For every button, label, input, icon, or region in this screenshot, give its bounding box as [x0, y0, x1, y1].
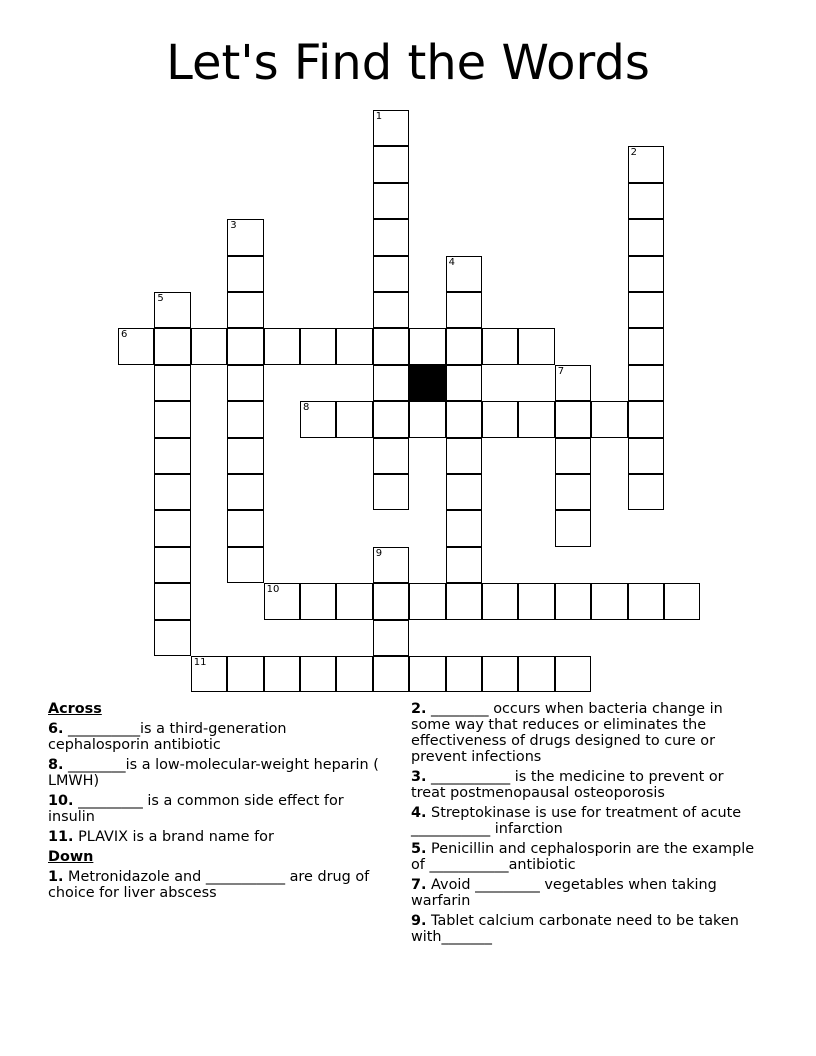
grid-cell[interactable] [191, 656, 227, 692]
grid-cell[interactable] [482, 583, 518, 619]
grid-cell[interactable] [591, 401, 627, 437]
grid-cell[interactable] [446, 510, 482, 546]
grid-cell[interactable] [555, 401, 591, 437]
grid-cell[interactable] [373, 365, 409, 401]
across-heading: Across [48, 701, 102, 717]
grid-cell[interactable] [336, 656, 372, 692]
grid-cell[interactable] [373, 328, 409, 364]
cell-number: 1 [375, 111, 383, 122]
grid-cell[interactable] [154, 438, 190, 474]
grid-cell[interactable] [227, 256, 263, 292]
clue-text: _________ is a common side effect for insulin [48, 793, 344, 825]
grid-cell[interactable] [227, 401, 263, 437]
cell-number: 11 [193, 657, 207, 668]
grid-cell[interactable] [154, 620, 190, 656]
grid-cell[interactable] [518, 656, 554, 692]
clue-text: __________is a third-generation cephalosporin antibiotic [48, 721, 287, 753]
grid-black-cell [409, 365, 445, 401]
grid-cell[interactable] [628, 183, 664, 219]
grid-cell[interactable] [518, 583, 554, 619]
grid-cell[interactable] [373, 183, 409, 219]
clue-item [48, 829, 388, 845]
grid-cell[interactable] [409, 328, 445, 364]
clue-text: ________is a low-molecular-weight heparin ( LMWH) [48, 757, 379, 789]
cell-number: 4 [448, 256, 455, 268]
clue-number: 9. [411, 913, 427, 929]
cell-number: 3 [230, 220, 237, 232]
grid-cell[interactable] [264, 656, 300, 692]
clue-item [411, 913, 761, 945]
grid-cell[interactable] [628, 292, 664, 328]
grid-cell[interactable] [628, 365, 664, 401]
grid-cell[interactable] [227, 547, 263, 583]
grid-cell[interactable] [154, 365, 190, 401]
clue-number: 6. [48, 721, 64, 737]
cell-number: 10 [266, 584, 280, 596]
clue-text: ___________ is the medicine to prevent or treat postmenopausal osteoporosis [411, 769, 724, 801]
grid-cell[interactable] [555, 474, 591, 510]
clue-text: Tablet calcium carbonate need to be taken with_______ [411, 913, 739, 945]
grid-cell[interactable] [154, 583, 190, 619]
grid-cell[interactable] [227, 438, 263, 474]
clue-item [48, 721, 388, 753]
grid-cell[interactable] [555, 365, 591, 401]
across-clue-list [48, 721, 388, 845]
grid-cell[interactable] [373, 474, 409, 510]
grid-cell[interactable] [628, 256, 664, 292]
grid-cell[interactable] [555, 438, 591, 474]
grid-cell[interactable] [482, 328, 518, 364]
grid-cell[interactable] [154, 292, 190, 328]
clue-item [48, 793, 388, 825]
clue-number: 3. [411, 769, 427, 785]
grid-cell[interactable] [482, 401, 518, 437]
grid-cell[interactable] [227, 474, 263, 510]
grid-cell[interactable] [227, 365, 263, 401]
cell-number: 8 [303, 402, 310, 414]
grid-cell[interactable] [409, 401, 445, 437]
grid-cell[interactable] [664, 583, 700, 619]
cell-number: 9 [375, 547, 383, 559]
grid-cell[interactable] [154, 401, 190, 437]
grid-cell[interactable] [555, 656, 591, 692]
grid-cell[interactable] [336, 401, 372, 437]
grid-cell[interactable] [264, 328, 300, 364]
puzzle-title: Let's Find the Words [166, 35, 650, 91]
clue-item [48, 869, 388, 901]
grid-cell[interactable] [373, 219, 409, 255]
clue-number: 8. [48, 757, 64, 773]
grid-cell[interactable] [518, 328, 554, 364]
cell-number: 2 [630, 147, 637, 159]
grid-cell[interactable] [373, 656, 409, 692]
grid-cell[interactable] [227, 656, 263, 692]
grid-cell[interactable] [446, 365, 482, 401]
clue-text: Penicillin and cephalosporin are the example of ___________antibiotic [411, 841, 755, 873]
clue-text: PLAVIX is a brand name for [73, 829, 274, 845]
grid-cell[interactable] [154, 547, 190, 583]
grid-cell[interactable] [373, 256, 409, 292]
grid-cell[interactable] [191, 328, 227, 364]
grid-cell[interactable] [446, 328, 482, 364]
grid-cell[interactable] [518, 401, 554, 437]
grid-cell[interactable] [446, 401, 482, 437]
grid-cell[interactable] [446, 438, 482, 474]
grid-cell[interactable] [591, 583, 627, 619]
grid-cell[interactable] [446, 547, 482, 583]
grid-cell[interactable] [628, 219, 664, 255]
grid-cell[interactable] [373, 547, 409, 583]
clue-item [48, 757, 388, 789]
grid-cell[interactable] [446, 583, 482, 619]
grid-cell[interactable] [227, 292, 263, 328]
down-clue-list [48, 869, 388, 901]
grid-cell[interactable] [300, 583, 336, 619]
clues-right-column [411, 701, 761, 949]
cell-number: 5 [157, 293, 164, 304]
clue-item [411, 769, 761, 801]
clue-item [411, 701, 761, 765]
clue-number: 2. [411, 701, 427, 717]
grid-cell[interactable] [482, 656, 518, 692]
grid-cell[interactable] [264, 583, 300, 619]
down-heading: Down [48, 849, 94, 865]
clues-left-column [48, 701, 388, 905]
clue-text: Metronidazole and ___________ are drug of choice for liver abscess [48, 869, 370, 901]
grid-cell[interactable] [154, 510, 190, 546]
grid-cell[interactable] [336, 583, 372, 619]
clue-item [411, 805, 761, 837]
grid-cell[interactable] [154, 474, 190, 510]
grid-cell[interactable] [373, 438, 409, 474]
grid-cell[interactable] [628, 474, 664, 510]
grid-cell[interactable] [300, 328, 336, 364]
down-clue-list-continued [411, 701, 761, 945]
grid-cell[interactable] [555, 510, 591, 546]
grid-cell[interactable] [373, 401, 409, 437]
grid-cell[interactable] [373, 620, 409, 656]
grid-cell[interactable] [628, 438, 664, 474]
grid-cell[interactable] [336, 328, 372, 364]
grid-cell[interactable] [628, 328, 664, 364]
grid-cell[interactable] [628, 401, 664, 437]
cell-number: 6 [121, 329, 128, 341]
clue-number: 7. [411, 877, 427, 893]
grid-cell[interactable] [154, 328, 190, 364]
clue-number: 1. [48, 869, 64, 885]
grid-cell[interactable] [227, 510, 263, 546]
clue-number: 10. [48, 793, 74, 809]
clue-text: ________ occurs when bacteria change in some way that reduces or eliminates the effectiveness of drugs designed to cure or prevent infections [411, 701, 723, 765]
grid-cell[interactable] [373, 110, 409, 146]
grid-cell[interactable] [628, 583, 664, 619]
clue-number: 11. [48, 829, 74, 845]
clue-number: 5. [411, 841, 427, 857]
grid-cell[interactable] [628, 146, 664, 182]
grid-cell[interactable] [373, 146, 409, 182]
clue-text: Streptokinase is use for treatment of acute ___________ infarction [411, 805, 742, 837]
grid-cell[interactable] [118, 328, 154, 364]
grid-cell[interactable] [227, 328, 263, 364]
clue-item [411, 841, 761, 873]
grid-cell[interactable] [373, 292, 409, 328]
cell-number: 7 [557, 365, 565, 377]
grid-cell[interactable] [300, 656, 336, 692]
grid-cell[interactable] [446, 656, 482, 692]
clue-item [411, 877, 761, 909]
grid-cell[interactable] [446, 474, 482, 510]
grid-cell[interactable] [446, 292, 482, 328]
grid-cell[interactable] [409, 656, 445, 692]
clue-number: 4. [411, 805, 427, 821]
grid-cell[interactable] [409, 583, 445, 619]
grid-cell[interactable] [555, 583, 591, 619]
grid-cell[interactable] [446, 256, 482, 292]
grid-cell[interactable] [373, 583, 409, 619]
grid-cell[interactable] [227, 219, 263, 255]
grid-cell[interactable] [300, 401, 336, 437]
clue-text: Avoid _________ vegetables when taking warfarin [411, 877, 717, 909]
